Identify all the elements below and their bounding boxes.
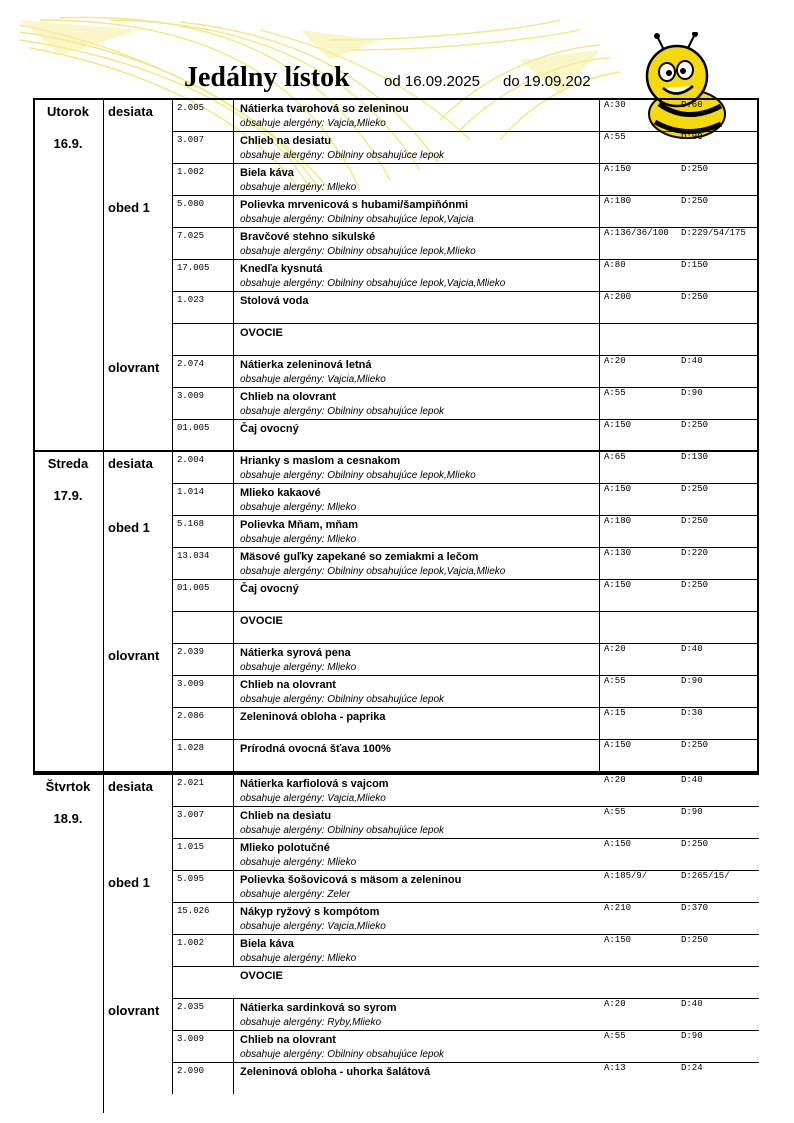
row-separator xyxy=(172,163,759,164)
item-code: 2.039 xyxy=(177,647,205,657)
item-name: Čaj ovocný xyxy=(240,583,299,595)
item-name: Prírodná ovocná šťava 100% xyxy=(240,743,391,755)
portion-a: A:150 xyxy=(604,580,632,590)
row-divider xyxy=(172,195,173,227)
row-divider xyxy=(172,643,173,675)
row-separator xyxy=(172,195,759,196)
row-divider xyxy=(172,483,173,515)
portion-d: D:250 xyxy=(681,484,709,494)
row-divider xyxy=(233,611,234,643)
row-divider xyxy=(172,966,173,998)
row-divider xyxy=(233,547,234,579)
item-name: Mlieko polotučné xyxy=(240,842,330,854)
item-code: 5.168 xyxy=(177,519,205,529)
row-separator xyxy=(172,1030,759,1031)
row-divider xyxy=(599,579,600,611)
row-divider xyxy=(172,902,173,934)
row-divider xyxy=(233,451,234,483)
item-name: Čaj ovocný xyxy=(240,423,299,435)
portion-d: D:250 xyxy=(681,420,709,430)
portion-a: A:150 xyxy=(604,935,632,945)
row-separator xyxy=(172,1062,759,1063)
item-allergens: obsahuje alergény: Obilniny obsahujúce lepok,Mlieko xyxy=(240,246,476,257)
row-divider xyxy=(233,163,234,195)
row-divider xyxy=(172,838,173,870)
row-divider xyxy=(599,195,600,227)
portion-d: D:265/15/ xyxy=(681,871,730,881)
row-separator xyxy=(172,291,759,292)
row-divider xyxy=(599,707,600,739)
portion-a: A:55 xyxy=(604,676,626,686)
day-divider xyxy=(103,99,104,451)
item-allergens: obsahuje alergény: Mlieko xyxy=(240,857,357,868)
portion-d: D:220 xyxy=(681,548,709,558)
row-separator xyxy=(172,483,759,484)
row-divider xyxy=(599,227,600,259)
item-allergens: obsahuje alergény: Vajcia,Mlieko xyxy=(240,793,386,804)
portion-a: A:55 xyxy=(604,132,626,142)
row-divider xyxy=(233,902,234,934)
row-separator xyxy=(172,838,759,839)
row-separator xyxy=(172,355,759,356)
row-divider xyxy=(172,1062,173,1094)
row-divider xyxy=(233,806,234,838)
day-border-top xyxy=(33,450,759,452)
meal-label: obed 1 xyxy=(108,875,150,890)
row-divider xyxy=(172,707,173,739)
row-separator xyxy=(172,227,759,228)
item-code: 1.015 xyxy=(177,842,205,852)
item-code: 3.007 xyxy=(177,810,205,820)
portion-d: D:40 xyxy=(681,775,703,785)
portion-d: D:90 xyxy=(681,132,703,142)
row-divider xyxy=(172,259,173,291)
row-divider xyxy=(599,355,600,387)
row-divider xyxy=(233,259,234,291)
row-divider xyxy=(599,675,600,707)
row-separator xyxy=(172,611,759,612)
row-divider xyxy=(599,515,600,547)
item-code: 1.002 xyxy=(177,938,205,948)
portion-a: A:65 xyxy=(604,452,626,462)
portion-d: D:90 xyxy=(681,388,703,398)
row-separator xyxy=(172,739,759,740)
day-border-top xyxy=(33,98,759,100)
row-divider xyxy=(233,483,234,515)
row-divider xyxy=(172,806,173,838)
row-divider xyxy=(599,163,600,195)
portion-d: D:250 xyxy=(681,196,709,206)
item-name: Stolová voda xyxy=(240,295,309,307)
portion-a: A:55 xyxy=(604,388,626,398)
row-separator xyxy=(172,643,759,644)
row-separator xyxy=(172,131,759,132)
item-code: 17.005 xyxy=(177,263,210,273)
row-divider xyxy=(599,451,600,483)
item-allergens: obsahuje alergény: Obilniny obsahujúce lepok,Vajcia xyxy=(240,214,474,225)
portion-a: A:20 xyxy=(604,999,626,1009)
portion-d: D:250 xyxy=(681,740,709,750)
row-divider xyxy=(172,998,173,1030)
row-divider xyxy=(233,323,234,355)
row-divider xyxy=(172,579,173,611)
portion-a: A:200 xyxy=(604,292,632,302)
date-from: od 16.09.2025 xyxy=(384,73,480,90)
portion-a: A:150 xyxy=(604,484,632,494)
item-allergens: obsahuje alergény: Obilniny obsahujúce lepok,Vajcia,Mlieko xyxy=(240,566,506,577)
portion-a: A:150 xyxy=(604,164,632,174)
item-code: 13.034 xyxy=(177,551,210,561)
portion-d: D:90 xyxy=(681,807,703,817)
row-divider xyxy=(599,99,600,131)
item-name: Nákyp ryžový s kompótom xyxy=(240,906,380,918)
portion-d: D:250 xyxy=(681,164,709,174)
item-allergens: obsahuje alergény: Vajcia,Mlieko xyxy=(240,118,386,129)
item-name: Hrianky s maslom a cesnakom xyxy=(240,455,401,467)
row-divider xyxy=(172,1030,173,1062)
item-code: 1.023 xyxy=(177,295,205,305)
row-divider xyxy=(233,419,234,451)
item-code: 2.021 xyxy=(177,778,205,788)
item-name: Polievka mrvenicová s hubami/šampiňónmi xyxy=(240,199,469,211)
portion-d: D:250 xyxy=(681,580,709,590)
row-divider xyxy=(233,387,234,419)
item-name: Zeleninová obloha - paprika xyxy=(240,711,386,723)
item-name: OVOCIE xyxy=(240,970,283,982)
row-separator xyxy=(172,707,759,708)
row-divider xyxy=(233,675,234,707)
portion-d: D:130 xyxy=(681,452,709,462)
item-code: 2.090 xyxy=(177,1066,205,1076)
row-divider xyxy=(233,870,234,902)
row-divider xyxy=(233,131,234,163)
row-separator xyxy=(172,934,759,935)
item-code: 3.009 xyxy=(177,1034,205,1044)
row-divider xyxy=(599,291,600,323)
portion-a: A:180 xyxy=(604,516,632,526)
portion-a: A:20 xyxy=(604,356,626,366)
portion-a: A:80 xyxy=(604,260,626,270)
item-name: Nátierka karfiolová s vajcom xyxy=(240,778,389,790)
item-code: 15.026 xyxy=(177,906,210,916)
row-separator xyxy=(172,419,759,420)
item-code: 2.035 xyxy=(177,1002,205,1012)
row-separator xyxy=(172,579,759,580)
item-code: 01.005 xyxy=(177,583,210,593)
row-separator xyxy=(172,259,759,260)
item-name: Polievka Mňam, mňam xyxy=(240,519,358,531)
item-name: OVOCIE xyxy=(240,615,283,627)
portion-a: A:20 xyxy=(604,775,626,785)
row-divider xyxy=(172,611,173,643)
item-allergens: obsahuje alergény: Mlieko xyxy=(240,182,357,193)
item-allergens: obsahuje alergény: Vajcia,Mlieko xyxy=(240,374,386,385)
meal-label: desiata xyxy=(108,104,153,119)
item-code: 5.080 xyxy=(177,199,205,209)
portion-a: A:185/9/ xyxy=(604,871,648,881)
item-allergens: obsahuje alergény: Obilniny obsahujúce lepok xyxy=(240,694,445,705)
portion-a: A:150 xyxy=(604,740,632,750)
row-divider xyxy=(233,739,234,771)
item-name: Chlieb na olovrant xyxy=(240,391,336,403)
row-separator xyxy=(172,966,759,967)
item-name: Bravčové stehno sikulské xyxy=(240,231,376,243)
day-date: 17.9. xyxy=(53,488,83,503)
item-name: Mäsové guľky zapekané so zemiakmi a lečom xyxy=(240,551,479,563)
row-divider xyxy=(599,643,600,675)
item-name: Chlieb na desiatu xyxy=(240,135,332,147)
row-divider xyxy=(599,131,600,163)
item-code: 2.005 xyxy=(177,103,205,113)
item-name: Zeleninová obloha - uhorka šalátová xyxy=(240,1066,431,1078)
meal-label: desiata xyxy=(108,456,153,471)
portion-d: D:90 xyxy=(681,676,703,686)
portion-a: A:180 xyxy=(604,196,632,206)
portion-d: D:150 xyxy=(681,260,709,270)
row-divider xyxy=(172,675,173,707)
row-divider xyxy=(172,355,173,387)
item-name: Chlieb na olovrant xyxy=(240,1034,336,1046)
item-allergens: obsahuje alergény: Zeler xyxy=(240,889,351,900)
row-divider xyxy=(233,774,234,806)
portion-a: A:150 xyxy=(604,420,632,430)
row-divider xyxy=(233,99,234,131)
item-name: OVOCIE xyxy=(240,327,283,339)
row-separator xyxy=(172,387,759,388)
day-name: Štvrtok xyxy=(45,779,91,794)
row-divider xyxy=(599,387,600,419)
item-name: Biela káva xyxy=(240,938,294,950)
day-border-top xyxy=(33,773,759,775)
portion-d: D:24 xyxy=(681,1063,703,1073)
portion-d: D:250 xyxy=(681,516,709,526)
portion-a: A:55 xyxy=(604,1031,626,1041)
item-allergens: obsahuje alergény: Mlieko xyxy=(240,662,357,673)
row-separator xyxy=(172,998,759,999)
row-divider xyxy=(233,934,234,966)
row-divider xyxy=(172,131,173,163)
row-divider xyxy=(233,195,234,227)
portion-d: D:250 xyxy=(681,935,709,945)
row-divider xyxy=(599,739,600,771)
item-code: 2.074 xyxy=(177,359,205,369)
portion-d: D:60 xyxy=(681,100,703,110)
item-allergens: obsahuje alergény: Obilniny obsahujúce lepok xyxy=(240,1049,445,1060)
item-allergens: obsahuje alergény: Obilniny obsahujúce lepok xyxy=(240,825,445,836)
portion-d: D:40 xyxy=(681,644,703,654)
day-divider xyxy=(103,774,104,1113)
day-divider xyxy=(103,451,104,772)
item-name: Nátierka tvarohová so zeleninou xyxy=(240,103,409,115)
item-code: 3.009 xyxy=(177,679,205,689)
item-name: Nátierka sardinková so syrom xyxy=(240,1002,397,1014)
item-allergens: obsahuje alergény: Obilniny obsahujúce lepok xyxy=(240,150,445,161)
item-allergens: obsahuje alergény: Obilniny obsahujúce lepok,Vajcia,Mlieko xyxy=(240,278,506,289)
item-name: Chlieb na desiatu xyxy=(240,810,332,822)
row-divider xyxy=(172,739,173,771)
portion-d: D:229/54/175 xyxy=(681,228,746,238)
row-divider xyxy=(233,707,234,739)
portion-d: D:250 xyxy=(681,839,709,849)
item-code: 01.005 xyxy=(177,423,210,433)
row-divider xyxy=(172,99,173,131)
row-divider xyxy=(233,291,234,323)
item-allergens: obsahuje alergény: Obilniny obsahujúce lepok,Mlieko xyxy=(240,470,476,481)
meal-label: olovrant xyxy=(108,648,160,663)
item-allergens: obsahuje alergény: Mlieko xyxy=(240,534,357,545)
row-divider xyxy=(172,323,173,355)
row-divider xyxy=(172,870,173,902)
row-divider xyxy=(172,547,173,579)
row-divider xyxy=(233,1030,234,1062)
day-name: Streda xyxy=(47,456,89,471)
meal-label: olovrant xyxy=(108,1003,160,1018)
row-divider xyxy=(599,483,600,515)
portion-a: A:15 xyxy=(604,708,626,718)
row-divider xyxy=(172,291,173,323)
row-divider xyxy=(233,643,234,675)
item-name: Nátierka syrová pena xyxy=(240,647,351,659)
day-name: Utorok xyxy=(47,104,89,119)
row-divider xyxy=(172,515,173,547)
item-allergens: obsahuje alergény: Mlieko xyxy=(240,953,357,964)
item-allergens: obsahuje alergény: Mlieko xyxy=(240,502,357,513)
meal-label: obed 1 xyxy=(108,200,150,215)
row-divider xyxy=(599,419,600,451)
item-allergens: obsahuje alergény: Vajcia,Mlieko xyxy=(240,921,386,932)
item-code: 7.025 xyxy=(177,231,205,241)
meal-label: olovrant xyxy=(108,360,160,375)
portion-d: D:40 xyxy=(681,999,703,1009)
item-name: Knedľa kysnutá xyxy=(240,263,323,275)
day-border-right xyxy=(757,98,759,451)
row-divider xyxy=(599,611,600,643)
day-date: 16.9. xyxy=(53,136,83,151)
row-separator xyxy=(172,902,759,903)
item-name: Biela káva xyxy=(240,167,294,179)
item-code: 5.095 xyxy=(177,874,205,884)
row-divider xyxy=(233,998,234,1030)
item-code: 2.004 xyxy=(177,455,205,465)
item-code: 1.002 xyxy=(177,167,205,177)
row-divider xyxy=(233,515,234,547)
date-to: do 19.09.202 xyxy=(503,73,591,90)
item-name: Nátierka zeleninová letná xyxy=(240,359,372,371)
item-name: Mlieko kakaové xyxy=(240,487,321,499)
row-separator xyxy=(172,323,759,324)
item-code: 3.007 xyxy=(177,135,205,145)
row-divider xyxy=(599,323,600,355)
row-divider xyxy=(172,419,173,451)
row-separator xyxy=(172,547,759,548)
row-divider xyxy=(172,934,173,966)
row-divider xyxy=(172,451,173,483)
portion-a: A:150 xyxy=(604,839,632,849)
portion-d: D:90 xyxy=(681,1031,703,1041)
portion-d: D:370 xyxy=(681,903,709,913)
item-allergens: obsahuje alergény: Obilniny obsahujúce lepok xyxy=(240,406,445,417)
row-divider xyxy=(233,838,234,870)
row-separator xyxy=(172,806,759,807)
row-divider xyxy=(172,387,173,419)
portion-a: A:136/36/100 xyxy=(604,228,669,238)
item-code: 1.028 xyxy=(177,743,205,753)
portion-d: D:30 xyxy=(681,708,703,718)
row-divider xyxy=(233,227,234,259)
row-divider xyxy=(599,547,600,579)
row-divider xyxy=(172,774,173,806)
item-code: 2.086 xyxy=(177,711,205,721)
item-code: 1.014 xyxy=(177,487,205,497)
page-title: Jedálny lístok xyxy=(184,62,350,93)
portion-d: D:40 xyxy=(681,356,703,366)
portion-a: A:13 xyxy=(604,1063,626,1073)
portion-a: A:20 xyxy=(604,644,626,654)
item-code: 3.009 xyxy=(177,391,205,401)
row-divider xyxy=(233,355,234,387)
row-divider xyxy=(233,579,234,611)
portion-a: A:55 xyxy=(604,807,626,817)
row-separator xyxy=(172,675,759,676)
meal-label: desiata xyxy=(108,779,153,794)
row-divider xyxy=(599,259,600,291)
row-divider xyxy=(233,1062,234,1094)
portion-a: A:130 xyxy=(604,548,632,558)
meal-label: obed 1 xyxy=(108,520,150,535)
row-separator xyxy=(172,870,759,871)
portion-a: A:30 xyxy=(604,100,626,110)
item-name: Polievka šošovicová s mäsom a zeleninou xyxy=(240,874,462,886)
portion-d: D:250 xyxy=(681,292,709,302)
row-separator xyxy=(172,515,759,516)
day-date: 18.9. xyxy=(53,811,83,826)
row-divider xyxy=(172,163,173,195)
item-allergens: obsahuje alergény: Ryby,Mlieko xyxy=(240,1017,382,1028)
row-divider xyxy=(172,227,173,259)
portion-a: A:210 xyxy=(604,903,632,913)
item-name: Chlieb na olovrant xyxy=(240,679,336,691)
